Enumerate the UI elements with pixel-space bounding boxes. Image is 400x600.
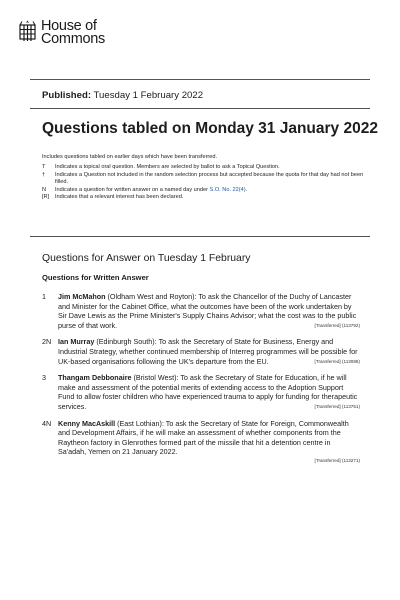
logo-line-2: Commons bbox=[41, 31, 105, 47]
legend-text: Indicates a topical oral question. Members are selected by ballot to ask a Topical Question. bbox=[55, 164, 280, 170]
question-reference: [Transferred] (113751) bbox=[314, 403, 360, 409]
legend-item-quota bbox=[42, 172, 372, 187]
section-title: Questions for Answer on Tuesday 1 February bbox=[42, 253, 251, 264]
logo-line-1: House of bbox=[41, 18, 97, 34]
question-reference: [Transferred] (113088) bbox=[314, 358, 360, 364]
section-divider bbox=[30, 236, 370, 237]
member-name: Jim McMahon bbox=[58, 292, 106, 301]
questions-list bbox=[42, 292, 360, 471]
standing-order-link[interactable]: S.O. No. 22(4) bbox=[209, 186, 246, 193]
member-name: Ian Murray bbox=[58, 337, 95, 347]
legend-symbol: T bbox=[42, 164, 46, 170]
intro-text: Includes questions tabled on earlier days which have been transferred. bbox=[42, 154, 218, 160]
question-number: 2N bbox=[42, 337, 52, 347]
legend-text-before: Indicates a question for written answer on a named day under bbox=[55, 186, 210, 193]
legend-text bbox=[55, 187, 247, 195]
question-text: To ask the Secretary of State for Education, if he will make and assessment of the potential merits of extending access to the Adoption Support Fund to allow foster children who have experienced trauma to apply for funding for therapeutic services. bbox=[58, 373, 358, 411]
member-constituency: (Bristol West): bbox=[131, 373, 181, 383]
house-of-commons-logo bbox=[18, 20, 105, 46]
question-item bbox=[42, 373, 360, 411]
question-body bbox=[58, 419, 360, 464]
member-name: Thangam Debbonaire bbox=[58, 373, 132, 383]
member-constituency: (Edinburgh South): bbox=[94, 337, 159, 347]
published-date: Tuesday 1 February 2022 bbox=[93, 90, 204, 101]
question-body bbox=[58, 292, 360, 330]
subsection-title: Questions for Written Answer bbox=[42, 273, 149, 282]
portcullis-icon bbox=[18, 20, 37, 42]
published-label: Published: bbox=[42, 90, 92, 101]
member-constituency: (Oldham West and Royton): bbox=[105, 292, 199, 301]
question-number: 4N bbox=[42, 418, 52, 428]
legend-item-named-day bbox=[42, 187, 372, 195]
published-line bbox=[42, 90, 203, 101]
question-reference: [Transferred] (113271) bbox=[314, 457, 360, 463]
legend-text: Indicates a Question not included in the random selection process but accepted because the quota for that day had not been filled. bbox=[55, 171, 364, 186]
legend bbox=[42, 164, 372, 202]
question-number: 3 bbox=[42, 373, 46, 383]
question-number: 1 bbox=[42, 292, 46, 301]
question-text: To ask the Secretary of State for Business, Energy and Industrial Strategy, whether continued membership of Interreg programmes will be possible for UK-based organisations following the UK's departure from the EU. bbox=[58, 337, 358, 366]
question-item bbox=[42, 419, 360, 464]
legend-text-after: . bbox=[245, 186, 248, 193]
legend-text: Indicates that a relevant interest has been declared. bbox=[55, 194, 184, 201]
question-item bbox=[42, 292, 360, 330]
published-divider bbox=[30, 108, 370, 109]
question-body bbox=[58, 337, 360, 366]
question-reference: [Transferred] (113792) bbox=[314, 322, 360, 328]
member-name: Kenny MacAskill bbox=[58, 418, 116, 428]
top-divider bbox=[30, 79, 370, 80]
question-text: To ask the Secretary of State for Foreign, Commonwealth and Development Affairs, if he will make an assessment of whether components from the Raytheon factory in Glenrothes formed part of the missile that hit a detention centre in Sa'adah, Yemen on 21 January 2022. bbox=[58, 418, 349, 457]
question-item bbox=[42, 337, 360, 366]
legend-symbol: N bbox=[42, 186, 47, 193]
page-title: Questions tabled on Monday 31 January 2022 bbox=[42, 120, 378, 137]
question-text: To ask the Chancellor of the Duchy of Lancaster and Minister for the Cabinet Office, what the outcomes have been of the work undertaken by Sir Dave Lewis as the Prime Minister's Supply Chains Advisor; what the cost was to the public purse of that work. bbox=[58, 292, 357, 330]
logo-text bbox=[41, 20, 105, 46]
legend-item-topical bbox=[42, 164, 372, 172]
question-body bbox=[58, 373, 360, 411]
member-constituency: (East Lothian): bbox=[115, 418, 166, 428]
legend-symbol: † bbox=[42, 171, 46, 178]
legend-symbol: [R] bbox=[42, 194, 50, 201]
legend-item-relevant-interest bbox=[42, 194, 372, 202]
